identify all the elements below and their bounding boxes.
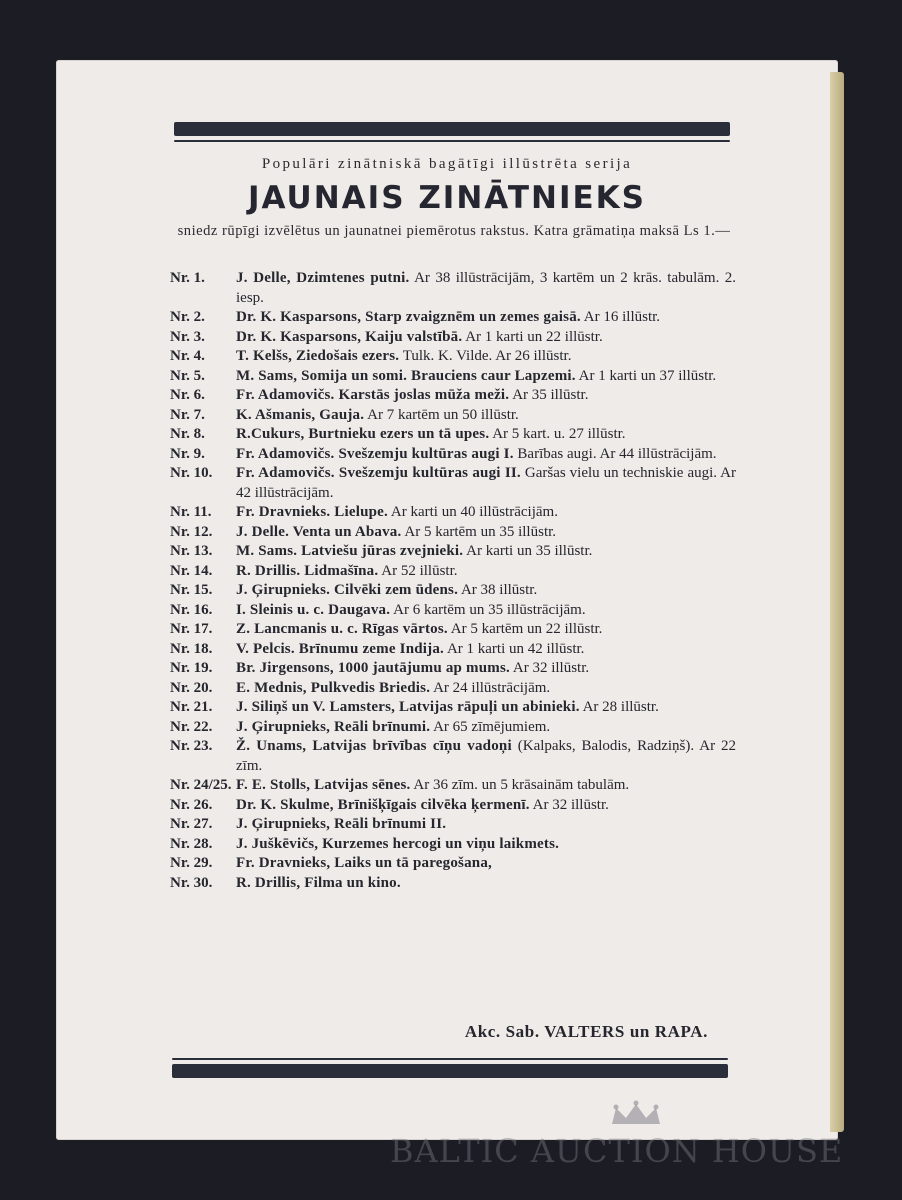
- crown-icon: [608, 1100, 664, 1130]
- book-details: Ar 38 illūstr.: [458, 582, 538, 598]
- book-title: Fr. Dravnieks. Lielupe.: [236, 504, 388, 520]
- book-entry: [170, 386, 736, 406]
- book-description: [236, 523, 736, 543]
- book-description: [236, 542, 736, 562]
- book-description: [236, 367, 736, 387]
- book-description: [236, 386, 736, 406]
- book-title: Br. Jirgensons, 1000 jautājumu ap mums.: [236, 660, 510, 676]
- book-entry: [170, 464, 736, 503]
- book-title: J. Delle, Dzimtenes putni.: [236, 270, 410, 286]
- book-details: Ar 1 karti un 42 illūstr.: [444, 640, 585, 657]
- book-entry: [170, 503, 736, 523]
- book-number: Nr. 8.: [170, 426, 205, 442]
- book-description: [236, 406, 736, 426]
- book-entry: [170, 308, 736, 328]
- book-description: [236, 620, 736, 640]
- book-title: M. Sams. Latviešu jūras zvejnieki.: [236, 543, 464, 559]
- watermark-text: BALTIC AUCTION HOUSE: [390, 1132, 844, 1170]
- book-details: Ar 24 illūstrācijām.: [430, 679, 551, 696]
- book-entry: [170, 562, 736, 582]
- book-number: Nr. 19.: [170, 660, 213, 676]
- book-entry: [170, 679, 736, 699]
- book-description: [236, 835, 736, 855]
- book-number: Nr. 14.: [170, 562, 213, 579]
- book-title: Fr. Adamovičs. Karstās joslas mūža meži.: [236, 387, 510, 403]
- book-title: M. Sams, Somija un somi. Brauciens caur Lapzemi.: [236, 367, 576, 384]
- book-description: [236, 581, 736, 601]
- book-number: Nr. 27.: [170, 816, 213, 832]
- book-number: Nr. 2.: [170, 309, 205, 325]
- book-details: Ar 36 zīm. un 5 krāsainām tabulām.: [410, 777, 630, 793]
- book-details: Ar 35 illūstr.: [509, 387, 589, 403]
- book-number: Nr. 3.: [170, 328, 205, 345]
- book-description: [236, 796, 736, 816]
- book-number: Nr. 29.: [170, 855, 213, 871]
- book-details: Ar 6 kartēm un 35 illūstrācijām.: [390, 601, 586, 618]
- book-entry: [170, 659, 736, 679]
- book-number: Nr. 13.: [170, 543, 213, 559]
- book-entry: [170, 347, 736, 367]
- book-entry: [170, 815, 736, 835]
- book-details: Barības augi. Ar 44 illūstrācijām.: [513, 445, 717, 462]
- book-title: J. Juškēvičs, Kurzemes hercogi un viņu laikmets.: [236, 835, 560, 852]
- book-title: K. Ašmanis, Gauja.: [236, 406, 365, 423]
- book-details: Ar 32 illūstr.: [529, 796, 609, 813]
- book-entry: [170, 737, 736, 776]
- book-number: Nr. 4.: [170, 348, 205, 364]
- book-details: Ar 65 zīmējumiem.: [430, 718, 551, 735]
- book-number: Nr. 7.: [170, 406, 205, 423]
- book-description: [236, 854, 736, 874]
- book-title: R. Drillis. Lidmašīna.: [236, 562, 379, 579]
- book-details: (Kalpaks, Balodis, Radziņš). Ar 22 zīm.: [236, 738, 736, 774]
- bottom-rule-thin: [172, 1058, 728, 1060]
- book-entry: [170, 445, 736, 465]
- book-description: [236, 328, 736, 348]
- book-number: Nr. 21.: [170, 699, 213, 715]
- book-number: Nr. 9.: [170, 445, 205, 462]
- book-number: Nr. 16.: [170, 601, 213, 618]
- book-back-cover: [56, 60, 838, 1140]
- book-title: J. Ģirupnieks, Reāli brīnumi II.: [236, 816, 447, 832]
- book-entry: [170, 718, 736, 738]
- book-number: Nr. 5.: [170, 367, 205, 384]
- book-entry: [170, 854, 736, 874]
- book-title: Dr. K. Kasparsons, Starp zvaigznēm un zemes gaisā.: [236, 309, 581, 325]
- book-entry: [170, 542, 736, 562]
- book-details: Tulk. K. Vilde. Ar 26 illūstr.: [399, 348, 572, 364]
- book-details: Ar karti un 35 illūstr.: [463, 543, 593, 559]
- book-entry: [170, 269, 736, 308]
- book-entry: [170, 406, 736, 426]
- book-number: Nr. 28.: [170, 835, 213, 852]
- book-title: R. Drillis, Filma un kino.: [236, 874, 401, 891]
- top-rule-thin: [174, 140, 730, 142]
- book-title: J. Delle. Venta un Abava.: [236, 523, 402, 540]
- book-details: Ar 5 kartēm un 22 illūstr.: [447, 621, 603, 637]
- book-number: Nr. 20.: [170, 679, 213, 696]
- book-details: Ar 5 kartēm un 35 illūstr.: [401, 523, 557, 540]
- book-number: Nr. 1.: [170, 270, 205, 286]
- book-description: [236, 601, 736, 621]
- book-title: V. Pelcis. Brīnumu zeme Indija.: [236, 640, 445, 657]
- book-details: Ar 38 illūstrācijām, 3 kartēm un 2 krās. tabulām. 2. iesp.: [236, 270, 737, 306]
- book-title: I. Sleinis u. c. Daugava.: [236, 601, 391, 618]
- book-description: [236, 718, 736, 738]
- book-number: Nr. 22.: [170, 718, 213, 735]
- book-description: [236, 269, 736, 308]
- book-details: Ar 1 karti un 22 illūstr.: [462, 328, 603, 345]
- top-rule-thick: [174, 122, 730, 136]
- book-entry: [170, 425, 736, 445]
- book-number: Nr. 26.: [170, 796, 213, 813]
- book-title: Fr. Adamovičs. Svešzemju kultūras augi I.: [236, 445, 514, 462]
- book-entry: [170, 523, 736, 543]
- book-details: Ar 5 kart. u. 27 illūstr.: [489, 426, 626, 442]
- series-line: Populāri zinātniskā bagātīgi illūstrēta serija: [261, 156, 633, 172]
- book-number: Nr. 10.: [170, 465, 213, 481]
- book-entry: [170, 796, 736, 816]
- book-number: Nr. 30.: [170, 874, 213, 891]
- book-title: J. Ģirupnieks. Cilvēki zem ūdens.: [236, 582, 459, 598]
- publisher: Akc. Sab. VALTERS un RAPA.: [464, 1022, 708, 1041]
- book-description: [236, 698, 736, 718]
- book-title: R.Cukurs, Burtnieku ezers un tā upes.: [236, 426, 490, 442]
- book-title: J. Siliņš un V. Lamsters, Latvijas rāpuļi un abinieki.: [236, 699, 580, 715]
- series-title: JAUNAIS ZINĀTNIEKS: [247, 180, 647, 216]
- book-details: Ar karti un 40 illūstrācijām.: [387, 504, 558, 520]
- book-title: Z. Lancmanis u. c. Rīgas vārtos.: [236, 621, 448, 637]
- book-entry: [170, 328, 736, 348]
- book-details: Garšas vielu un techniskie augi. Ar 42 illūstrācijām.: [236, 465, 737, 501]
- book-details: Ar 7 kartēm un 50 illūstr.: [364, 406, 519, 423]
- book-number: Nr. 24/25.: [170, 777, 232, 793]
- book-title: T. Kelšs, Ziedošais ezers.: [236, 348, 400, 364]
- book-number: Nr. 6.: [170, 387, 205, 403]
- book-entry: [170, 874, 736, 894]
- book-description: [236, 815, 736, 835]
- book-title: Ž. Unams, Latvijas brīvības cīņu vadoņi: [236, 738, 512, 754]
- book-description: [236, 659, 736, 679]
- book-description: [236, 445, 736, 465]
- book-description: [236, 737, 736, 776]
- book-number: Nr. 23.: [170, 738, 213, 754]
- book-title: F. E. Stolls, Latvijas sēnes.: [236, 777, 411, 793]
- book-entry: [170, 640, 736, 660]
- book-details: Ar 52 illūstr.: [378, 562, 458, 579]
- bottom-rule-thick: [172, 1064, 728, 1078]
- book-description: [236, 679, 736, 699]
- book-entry: [170, 776, 736, 796]
- book-entry: [170, 698, 736, 718]
- book-details: Ar 28 illūstr.: [579, 699, 659, 715]
- series-description: sniedz rūpīgi izvēlētus un jaunatnei piemērotus rakstus. Katra grāmatiņa maksā Ls 1.—: [177, 223, 731, 239]
- book-entry: [170, 620, 736, 640]
- book-list: [170, 269, 736, 893]
- book-details: Ar 16 illūstr.: [580, 309, 661, 325]
- book-number: Nr. 11.: [170, 504, 212, 520]
- book-number: Nr. 12.: [170, 523, 213, 540]
- book-entry: [170, 367, 736, 387]
- book-description: [236, 640, 736, 660]
- book-description: [236, 308, 736, 328]
- book-number: Nr. 15.: [170, 582, 213, 598]
- book-description: [236, 874, 736, 894]
- book-title: Fr. Adamovičs. Svešzemju kultūras augi II.: [236, 465, 521, 481]
- book-description: [236, 347, 736, 367]
- book-number: Nr. 18.: [170, 640, 213, 657]
- book-title: E. Mednis, Pulkvedis Briedis.: [236, 679, 431, 696]
- book-details: Ar 1 karti un 37 illūstr.: [575, 367, 717, 384]
- book-description: [236, 562, 736, 582]
- book-entry: [170, 835, 736, 855]
- book-title: Dr. K. Skulme, Brīnišķīgais cilvēka ķermenī.: [236, 796, 530, 813]
- book-title: Dr. K. Kasparsons, Kaiju valstībā.: [236, 328, 463, 345]
- book-description: [236, 776, 736, 796]
- book-description: [236, 425, 736, 445]
- book-title: Fr. Dravnieks, Laiks un tā paregošana,: [236, 855, 492, 871]
- book-details: Ar 32 illūstr.: [509, 660, 590, 676]
- book-entry: [170, 601, 736, 621]
- book-number: Nr. 17.: [170, 621, 213, 637]
- page-edge: [830, 72, 844, 1132]
- book-entry: [170, 581, 736, 601]
- book-title: J. Ģirupnieks, Reāli brīnumi.: [236, 718, 431, 735]
- book-description: [236, 464, 736, 503]
- book-description: [236, 503, 736, 523]
